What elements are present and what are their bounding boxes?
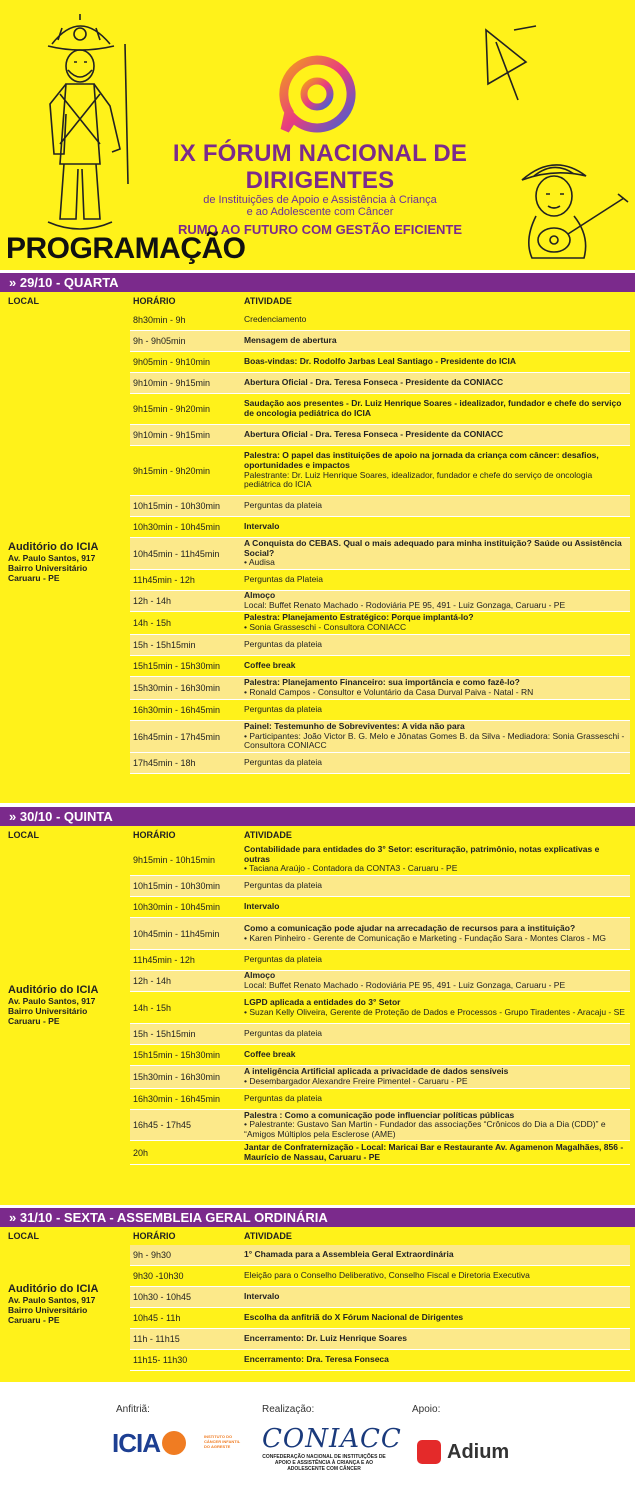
schedule-row [130,331,630,352]
schedule-row [130,635,630,656]
activity-detail: Perguntas da plateia [244,954,322,965]
activity-detail: Perguntas da plateia [244,880,322,891]
activity-detail: • Palestrante: Gustavo San Martin - Fundador das associações “Crônicos do Dia a Dia (CDD)” e “Amigos Múltiplos pela Esclerose (AME) [244,1119,606,1139]
row-time: 16h30min - 16h45min [133,1094,221,1104]
row-time: 10h15min - 10h30min [133,501,221,511]
activity-title: Boas-vindas: Dr. Rodolfo Jarbas Leal Santiago - Presidente do ICIA [244,356,517,367]
subtitle-line-2: e ao Adolescente com Câncer [246,206,394,218]
activity-title: Palestra: Planejamento Estratégico: Porque implantá-lo? [244,612,474,623]
activity-title: LGPD aplicada a entidades do 3° Setor [244,996,401,1007]
schedule-row [130,310,630,331]
row-time: 11h - 11h15 [133,1334,180,1344]
row-time: 10h45min - 11h45min [133,548,220,559]
activity-title: Escolha da anfitriã do X Fórum Nacional de Dirigentes [244,1312,464,1323]
schedule-row [130,1245,630,1266]
activity-title: Intervalo [244,521,280,532]
icia-logo-icon [162,1431,186,1455]
activity-detail: • Sonia Grasseschi - Consultora CONIACC [244,622,407,632]
column-header-row [0,292,635,310]
activity-detail: • Audisa [244,557,275,568]
row-activity [240,705,630,715]
row-time: 10h45 - 11h [133,1313,181,1323]
row-activity [240,1029,630,1039]
activity-title: Encerramento: Dra. Teresa Fonseca [244,1354,389,1365]
day-header: » 29/10 - QUARTA [0,273,635,292]
activity-title: Intervalo [244,1291,280,1302]
schedule-row [130,517,630,538]
activity-detail: Perguntas da plateia [244,1093,322,1104]
schedule-row [130,753,630,774]
activity-title: Palestra : Como a comunicação pode influenciar políticas públicas [244,1109,515,1120]
row-time: 10h30 - 10h45 [133,1292,192,1302]
activity-detail: Eleição para o Conselho Deliberativo, Conselho Fiscal e Diretoria Executiva [244,1270,530,1281]
row-activity [240,1250,630,1260]
activity-detail: • Suzan Kelly Oliveira, Gerente de Proteção de Dados e Processos - Grupo Tiradentes - Aracaju - SE [244,1006,625,1017]
activity-detail: Perguntas da plateia [244,704,322,715]
activity-title: Mensagem de abertura [244,335,337,346]
activity-detail: Local: Buffet Renato Machado - Rodoviária PE 95, 491 - Luiz Gonzaga, Caruaru - PE [244,600,566,610]
row-time: 9h10min - 9h15min [133,378,211,388]
row-activity [240,722,630,751]
row-time: 10h15min - 10h30min [133,881,221,891]
footer [0,1382,635,1512]
row-time: 17h45min - 18h [133,758,196,768]
row-activity [240,1271,630,1281]
activity-title: Coffee break [244,1049,296,1060]
row-time: 15h15min - 15h30min [133,1050,221,1060]
schedule-row [130,721,630,753]
row-activity [240,315,630,325]
row-activity [240,357,630,367]
row-activity [240,399,630,418]
title-block [100,140,540,241]
location-address-3: Caruaru - PE [8,1016,60,1026]
location-cell [0,844,130,1165]
row-time: 8h30min - 9h [133,315,186,325]
row-time: 10h30min - 10h45min [133,522,221,532]
adium-logo-icon [417,1440,441,1464]
schedule-row [130,677,630,700]
schedule-row [130,897,630,918]
schedule-row [130,570,630,591]
activity-title: Almoço [244,590,276,601]
schedule-row [130,992,630,1024]
adium-logo [417,1440,509,1464]
forum-logo-icon [275,54,359,138]
header [0,0,635,270]
row-activity [240,881,630,891]
coniacc-logo [262,1424,402,1472]
row-activity [240,451,630,489]
row-time: 15h15min - 15h30min [133,661,221,671]
schedule-row [130,1141,630,1165]
organizer-label: Realização: [262,1404,315,1415]
row-activity [240,1355,630,1365]
row-activity [240,1143,630,1162]
activity-detail: • Desembargador Alexandre Freire Pimentel - Caruaru - PE [244,1076,468,1086]
row-activity [240,1313,630,1323]
schedule-row [130,425,630,446]
row-time: 11h45min - 12h [133,575,195,585]
row-time: 10h45min - 11h45min [133,928,220,939]
row-activity [240,845,630,874]
row-time: 15h30min - 16h30min [133,683,221,693]
day-header: » 30/10 - QUINTA [0,807,635,826]
row-time: 12h - 14h [133,976,172,986]
row-activity [240,955,630,965]
schedule-row [130,352,630,373]
schedule-row [130,1287,630,1308]
activity-detail: Palestrante: Dr. Luiz Henrique Soares, idealizador, fundador e chefe do serviço de oncologia pediátrica do ICIA [244,469,593,490]
activity-detail: • Taciana Araújo - Contadora da CONTA3 - Caruaru - PE [244,863,458,874]
location-address-2: Bairro Universitário [8,1305,88,1315]
row-activity [240,430,630,440]
schedule-row [130,971,630,992]
activity-detail: Credenciamento [244,314,307,325]
activity-title: Coffee break [244,660,296,671]
day-section-1 [0,273,635,803]
row-activity [240,924,630,943]
row-time: 12h - 14h [133,596,172,606]
activity-title: Como a comunicação pode ajudar na arrecadação de recursos para a instituição? [244,922,576,933]
row-activity [240,336,630,346]
location-address-3: Caruaru - PE [8,573,60,583]
row-time: 11h15- 11h30 [133,1355,188,1365]
schedule-row [130,1266,630,1287]
location-name: Auditório do ICIA [8,541,99,553]
row-activity [240,1111,630,1140]
activity-title: Palestra: Planejamento Financeiro: sua importância e como fazê-lo? [244,677,520,688]
row-time: 9h05min - 9h10min [133,357,211,367]
event-subtitle [100,194,540,218]
row-time: 11h45min - 12h [133,955,195,965]
activity-detail: Local: Buffet Renato Machado - Rodoviária PE 95, 491 - Luiz Gonzaga, Caruaru - PE [244,980,566,990]
row-time: 10h30min - 10h45min [133,902,221,912]
schedule-row [130,656,630,677]
row-activity [240,998,630,1017]
subtitle-line-1: de Instituições de Apoio e Assistência à Criança [203,194,437,206]
location-name: Auditório do ICIA [8,984,99,996]
row-activity [240,1292,630,1302]
event-title: IX FÓRUM NACIONAL DE DIRIGENTES [172,140,468,194]
activity-title: Jantar de Confraternização - Local: Maricai Bar e Restaurante Av. Agamenon Magalhães, 856 - Maurício de Nassau, Caruaru - PE [244,1141,624,1162]
row-time: 20h [133,1147,149,1158]
location-address-1: Av. Paulo Santos, 917 [8,1295,96,1305]
schedule-rows [130,844,630,1165]
row-time: 9h15min - 9h20min [133,404,211,414]
location-address-2: Bairro Universitário [8,563,88,573]
coniacc-logo-subtitle: CONFEDERAÇÃO NACIONAL DE INSTITUIÇÕES DE APOIO E ASSISTÊNCIA À CRIANÇA E AO ADOLESCENTE COM CÂNCER [262,1454,386,1472]
row-time: 15h - 15h15min [133,1029,196,1039]
row-activity [240,758,630,768]
schedule-row [130,1350,630,1371]
schedule-row [130,700,630,721]
schedule-row [130,394,630,425]
icia-logo-text: ICIA [112,1428,160,1458]
row-activity [240,971,630,990]
col-atividade: ATIVIDADE [244,1231,292,1241]
col-local: LOCAL [8,1231,39,1241]
activity-title: Abertura Oficial - Dra. Teresa Fonseca - Presidente da CONIACC [244,377,504,388]
support-label: Apoio: [412,1404,441,1415]
schedule-row [130,1024,630,1045]
schedule-row [130,591,630,612]
schedule-row [130,538,630,570]
row-time: 16h45 - 17h45 [133,1120,192,1130]
triangle-instrument-illustration [466,22,546,102]
location-address-1: Av. Paulo Santos, 917 [8,553,96,563]
col-horario: HORÁRIO [133,296,176,306]
row-time: 14h - 15h [133,1002,172,1013]
row-time: 9h30 -10h30 [133,1271,184,1281]
icia-logo-subtitle: INSTITUTO DO CÂNCER INFANTIL DO AGRESTE [204,1434,241,1449]
row-activity [240,1334,630,1344]
activity-title: Palestra: O papel das instituições de apoio na jornada da criança com câncer: desafios, oportunidades e impactos [244,450,599,470]
row-time: 16h45min - 17h45min [133,731,221,742]
activity-detail: Perguntas da plateia [244,500,322,511]
row-activity [240,501,630,511]
row-time: 9h10min - 9h15min [133,430,211,440]
schedule-row [130,918,630,950]
col-horario: HORÁRIO [133,1231,176,1241]
activity-detail: Perguntas da Plateia [244,574,323,585]
coniacc-logo-text: CONIACC [262,1424,402,1454]
location-address-2: Bairro Universitário [8,1006,88,1016]
row-time: 9h - 9h05min [133,336,186,346]
activity-detail: Perguntas da plateia [244,1028,322,1039]
row-activity [240,1067,630,1086]
row-activity [240,378,630,388]
activity-title: Intervalo [244,901,280,912]
column-header-row [0,826,635,844]
column-header-row [0,1227,635,1245]
row-activity [240,575,630,585]
adium-logo-text: Adium [447,1440,510,1463]
schedule-row [130,612,630,635]
section-title: PROGRAMAÇÃO [6,232,246,265]
activity-detail: • Karen Pinheiro - Gerente de Comunicação e Marketing - Fundação Sara - Montes Claros - MG [244,932,607,943]
schedule-rows [130,310,630,774]
row-activity [240,1050,630,1060]
activity-title: Encerramento: Dr. Luiz Henrique Soares [244,1333,407,1344]
row-activity [240,591,630,610]
row-activity [240,613,630,632]
guitar-player-illustration [514,150,632,262]
location-address-1: Av. Paulo Santos, 917 [8,996,96,1006]
row-time: 15h30min - 16h30min [133,1072,221,1082]
activity-title: A inteligência Artificial aplicada a privacidade de dados sensíveis [244,1066,509,1077]
schedule-row [130,1089,630,1110]
schedule-row [130,1066,630,1089]
schedule-row [130,1308,630,1329]
row-activity [240,539,630,568]
icia-logo [112,1428,241,1459]
row-time: 9h15min - 9h20min [133,465,211,476]
activity-title: 1° Chamada para a Assembleia Geral Extraordinária [244,1249,454,1260]
schedule-row [130,844,630,876]
schedule-rows [130,1245,630,1371]
event-tagline: RUMO AO FUTURO COM GESTÃO EFICIENTE [177,222,463,237]
row-activity [240,1094,630,1104]
day-section-3 [0,1208,635,1382]
activity-title: Abertura Oficial - Dra. Teresa Fonseca - Presidente da CONIACC [244,429,504,440]
activity-detail: Perguntas da plateia [244,639,322,650]
location-cell [0,310,130,774]
row-activity [240,661,630,671]
location-address-3: Caruaru - PE [8,1315,60,1325]
day-header: » 31/10 - SEXTA - ASSEMBLEIA GERAL ORDINÁRIA [0,1208,635,1227]
col-atividade: ATIVIDADE [244,830,292,840]
activity-detail: • Ronald Campos - Consultor e Voluntário da Casa Durval Paiva - Natal - RN [244,687,534,697]
col-atividade: ATIVIDADE [244,296,292,306]
host-label: Anfitriã: [116,1404,150,1415]
schedule-row [130,1110,630,1141]
col-horario: HORÁRIO [133,830,176,840]
activity-title: Saudação aos presentes - Dr. Luiz Henrique Soares - idealizador, fundador e chefe do serviço de oncologia pediátrica do ICIA [244,398,622,418]
day-section-2 [0,807,635,1205]
col-local: LOCAL [8,830,39,840]
activity-title: Painel: Testemunho de Sobreviventes: A vida não para [244,721,465,732]
activity-detail: • Participantes: João Victor B. G. Melo e Jônatas Gomes B. da Silva - Mediadora: Sonia Grasseschi - Consultora CONIACC [244,730,625,751]
row-time: 9h15min - 10h15min [133,854,216,865]
location-name: Auditório do ICIA [8,1283,99,1295]
activity-title: A Conquista do CEBAS. Qual o mais adequado para minha instituição? Saúde ou Assistência Social? [244,538,622,558]
schedule-row [130,876,630,897]
row-activity [240,640,630,650]
activity-detail: Perguntas da plateia [244,757,322,768]
schedule-row [130,950,630,971]
row-activity [240,678,630,697]
col-local: LOCAL [8,296,39,306]
row-time: 9h - 9h30 [133,1250,172,1260]
schedule-row [130,446,630,496]
schedule-row [130,496,630,517]
location-cell [0,1245,130,1371]
schedule-row [130,1329,630,1350]
row-activity [240,902,630,912]
row-activity [240,522,630,532]
schedule-row [130,1045,630,1066]
schedule-row [130,373,630,394]
row-time: 15h - 15h15min [133,640,196,650]
activity-title: Almoço [244,970,276,981]
row-time: 14h - 15h [133,618,172,628]
row-time: 16h30min - 16h45min [133,705,221,715]
activity-title: Contabilidade para entidades do 3° Setor: escrituração, patrimônio, notas explicativas e outras [244,844,600,864]
